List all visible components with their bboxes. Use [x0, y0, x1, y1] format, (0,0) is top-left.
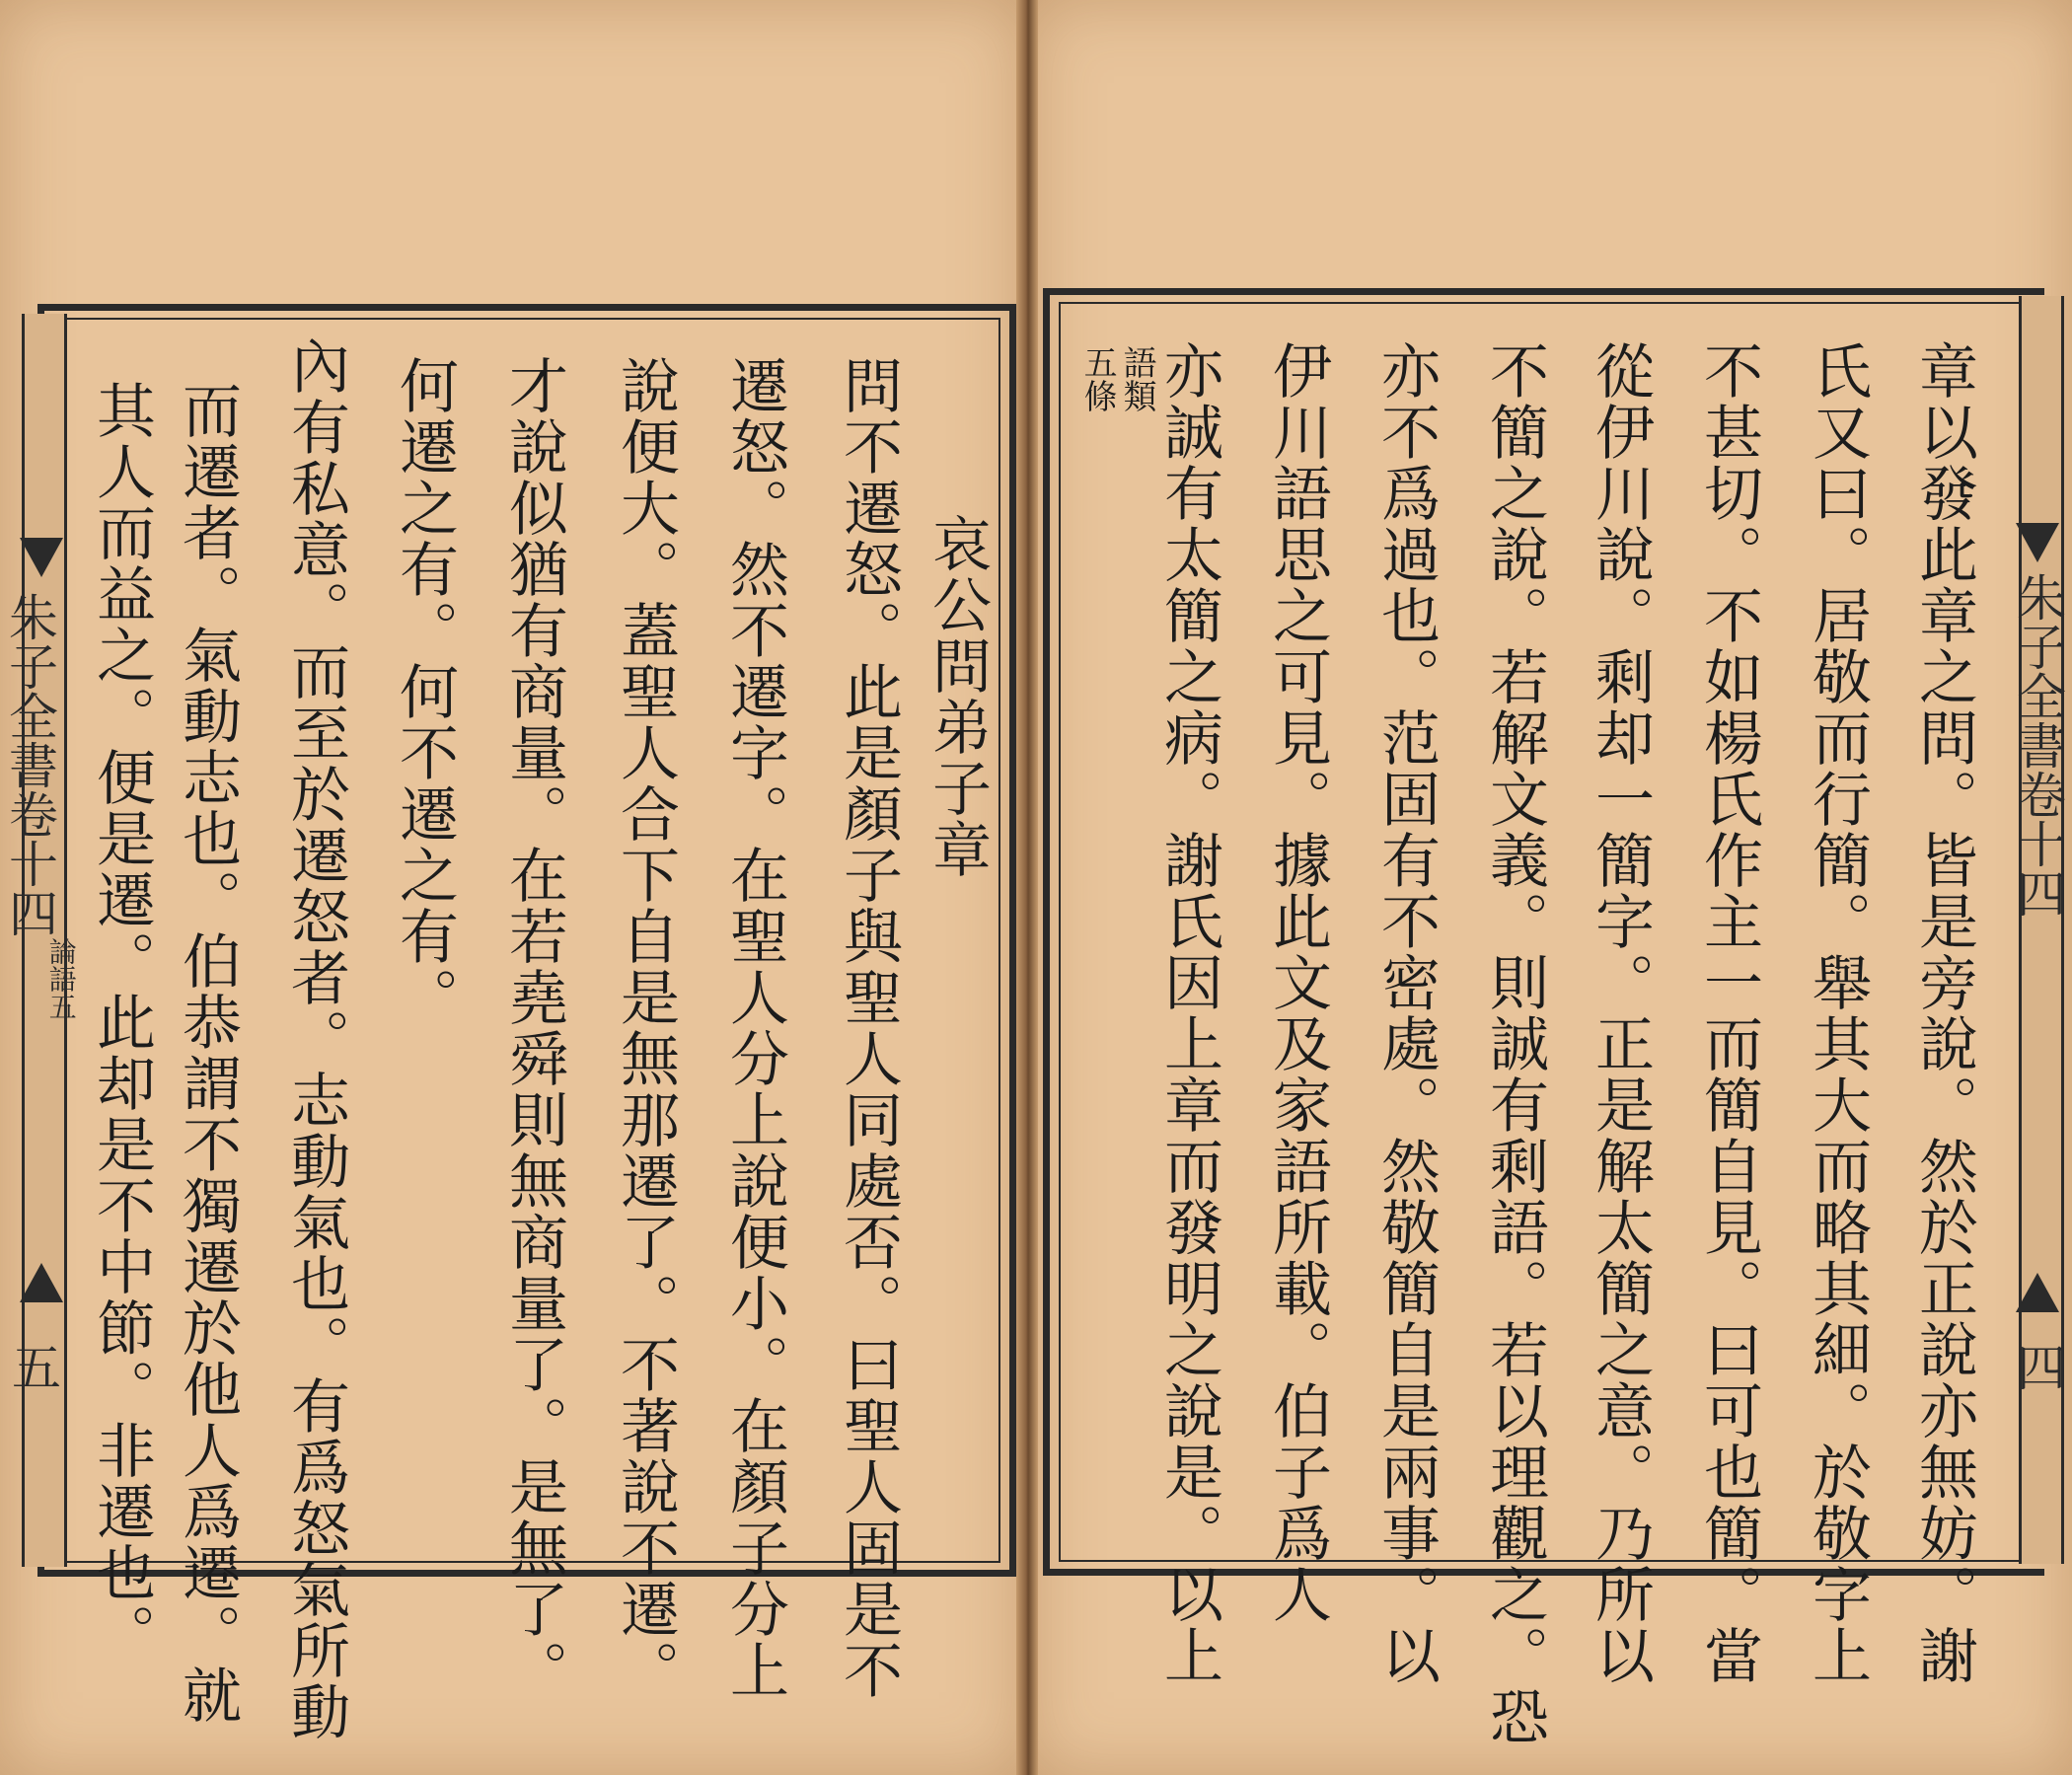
left-col-3: 遷怒。然不遷字。在聖人分上說便小。在顏子分上: [720, 355, 789, 1701]
left-col-1-heading: 哀公問弟子章: [923, 513, 992, 880]
left-col-9: 其人而益之。便是遷。此却是不中節。非遷也。: [87, 380, 156, 1664]
left-col-2: 問不遷怒。此是顏子與聖人同處否。曰聖人固是不: [834, 355, 903, 1701]
right-margin-folio: 四: [2009, 1342, 2066, 1391]
right-note-line-1: 語類: [1117, 345, 1157, 412]
left-upper-fishtail: [20, 538, 63, 577]
right-upper-fishtail: [2016, 523, 2059, 562]
right-note-line-2: 五條: [1077, 345, 1118, 412]
left-col-6: 何遷之有。何不遷之有。: [390, 355, 459, 1028]
left-col-5: 才說似猶有商量。在若堯舜則無商量了。是無了。: [499, 355, 568, 1701]
left-margin-folio: 五: [4, 1342, 61, 1391]
right-lower-fishtail: [2016, 1273, 2059, 1312]
right-col-3: 不甚切。不如楊氏作主一而簡自見。曰可也簡。當: [1694, 340, 1763, 1686]
right-col-4: 從伊川說。剩却一簡字。正是解太簡之意。乃所以: [1586, 340, 1655, 1686]
left-margin-section: 論語五: [44, 937, 78, 1020]
left-col-8: 而遷者。氣動志也。伯恭謂不獨遷於他人爲遷。就: [173, 380, 242, 1726]
left-margin-title: 朱子全書卷十四: [1, 592, 58, 937]
book-spine: [1016, 0, 1038, 1775]
right-col-8: 亦誠有太簡之病。謝氏因上章而發明之說是。以上: [1154, 340, 1223, 1686]
right-col-7: 伊川語思之可見。據此文及家語所載。伯子爲人: [1263, 340, 1332, 1625]
left-col-4: 說便大。蓋聖人合下自是無那遷了。不著說不遷。: [611, 355, 680, 1701]
left-col-7: 內有私意。而至於遷怒者。志動氣也。有爲怒氣所動: [281, 335, 350, 1742]
right-col-6: 亦不爲過也。范固有不密處。然敬簡自是兩事。以: [1371, 340, 1441, 1686]
right-col-2: 氏又曰。居敬而行簡。舉其大而略其細。於敬字上: [1803, 340, 1872, 1686]
right-col-1: 章以發此章之問。皆是旁說。然於正說亦無妨。謝: [1909, 340, 1978, 1686]
right-margin-title: 朱子全書卷十四: [2009, 572, 2066, 918]
right-col-5: 不簡之說。若解文義。則誠有剩語。若以理觀之。恐: [1480, 340, 1549, 1747]
left-lower-fishtail: [20, 1263, 63, 1302]
